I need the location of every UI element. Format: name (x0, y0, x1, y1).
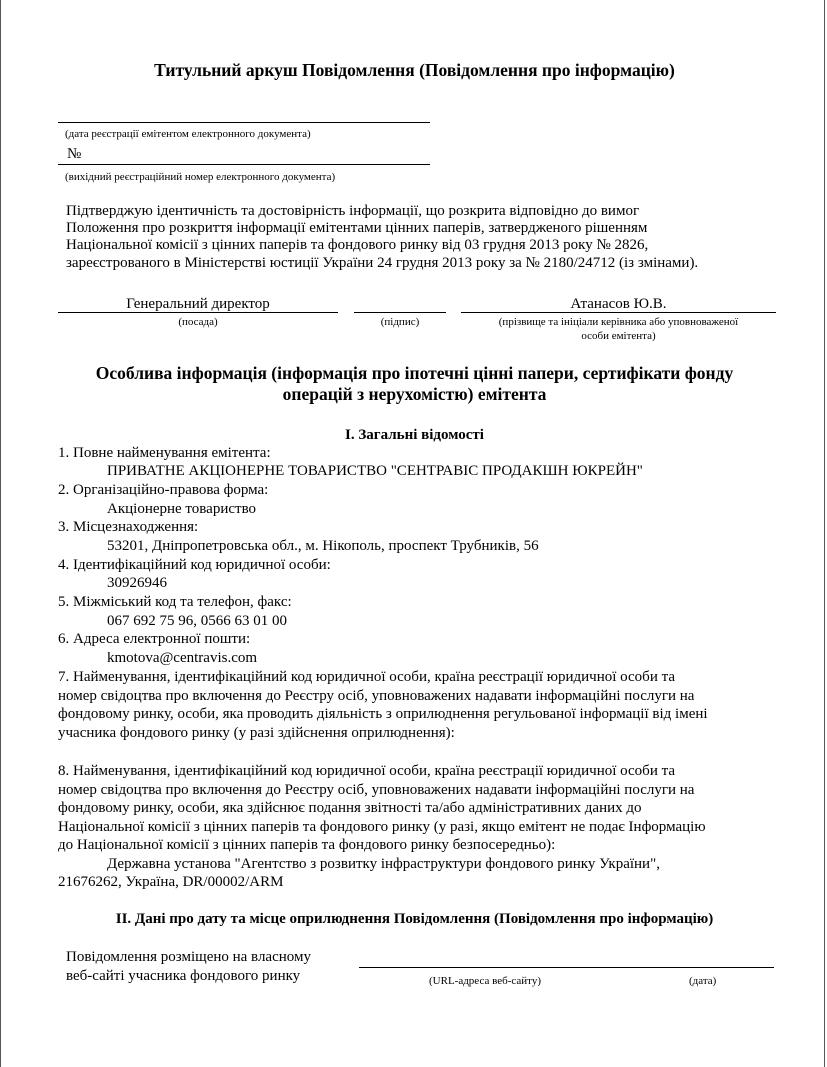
item8-line: Національної комісії з цінних паперів та фондового ринку (у разі, якщо емітент не подає Інформацію (58, 818, 706, 835)
reg-date-caption: (дата реєстрації емітентом електронного документа) (65, 128, 311, 140)
item-label: 3. Місцезнаходження: (58, 519, 199, 535)
signature-caption: (підпис) (380, 316, 420, 328)
item-label: 1. Повне найменування емітента: (58, 445, 271, 461)
item-value: 067 692 75 96, 0566 63 01 00 (107, 613, 287, 629)
item-value: Акціонерне товариство (107, 501, 257, 517)
url-date-line (359, 967, 774, 968)
special-title-2: операцій з нерухомістю) емітента (282, 384, 547, 404)
item-label: 5. Міжміський код та телефон, факс: (58, 594, 292, 610)
position-caption: (посада) (178, 316, 218, 328)
special-title-1: Особлива інформація (інформація про іпотечні цінні папери, сертифікати фонду (95, 363, 734, 383)
signature-line (354, 312, 446, 313)
item-value: kmotova@centravis.com (107, 650, 258, 666)
name-value: Атанасов Ю.В. (570, 296, 667, 312)
item-value: 30926946 (107, 575, 167, 591)
section1-title: I. Загальні відомості (345, 427, 484, 443)
confirmation-line: Положення про розкриття інформації емітентами цінних паперів, затвердженого рішенням (66, 220, 648, 237)
confirmation-line: зареєстрованого в Міністерстві юстиції України 24 грудня 2013 року за № 2180/24712 (із змінами). (66, 254, 699, 271)
item8-line: номер свідоцтва про включення до Реєстру осіб, уповноважених надавати інформаційні послуги на (58, 781, 695, 798)
name-caption-1: (прізвище та ініціали керівника або уповноваженої (498, 316, 739, 328)
item8-paragraph (58, 762, 706, 855)
item8-value-1: Державна установа "Агентство з розвитку інфраструктури фондового ринку України", (107, 856, 660, 872)
item-label: 2. Організаційно-правова форма: (58, 482, 269, 498)
confirmation-line: Національної комісії з цінних паперів та фондового ринку від 03 грудня 2013 року № 2826, (66, 237, 649, 254)
position-line (58, 312, 338, 313)
reg-date-line (58, 122, 430, 123)
date-caption: (дата) (689, 975, 717, 987)
publication-text-1: Повідомлення розміщено на власному (66, 949, 311, 965)
out-number-caption: (вихідний реєстраційний номер електронного документа) (65, 171, 336, 183)
item7-line: учасника фондового ринку (у разі здійснення оприлюднення): (58, 724, 455, 741)
item8-line: фондовому ринку, особи, яка здійснює подання звітності та/або адміністративних даних до (58, 800, 642, 816)
item8-line: до Національної комісії з цінних паперів та фондового ринку безпосередньо): (58, 837, 556, 853)
confirmation-line: Підтверджую ідентичність та достовірність інформації, що розкрита відповідно до вимог (66, 203, 640, 219)
confirmation-paragraph (66, 203, 698, 272)
number-sign: № (67, 146, 82, 162)
publication-text-2: веб-сайті учасника фондового ринку (66, 968, 301, 984)
item-value: 53201, Дніпропетровська обл., м. Нікополь, проспект Трубників, 56 (107, 538, 539, 554)
item-value: ПРИВАТНЕ АКЦIОНЕРНЕ ТОВАРИСТВО "СЕНТРАВIС ПРОДАКШН ЮКРЕЙН" (107, 463, 643, 479)
position-value: Генеральний директор (126, 296, 270, 312)
item7-line: 7. Найменування, ідентифікаційний код юридичної особи, країна реєстрації юридичної особи та (58, 669, 675, 685)
section2-title: II. Дані про дату та місце оприлюднення Повідомлення (Повідомлення про інформацію) (115, 911, 714, 927)
name-line (461, 312, 776, 313)
out-number-line (58, 164, 430, 165)
item7-line: номер свідоцтва про включення до Реєстру осіб, уповноважених надавати інформаційні послуги на (58, 687, 695, 704)
item7-paragraph (58, 668, 708, 742)
name-caption-2: особи емітента) (581, 330, 656, 342)
url-caption: (URL-адреса веб-сайту) (429, 975, 541, 987)
item7-line: фондовому ринку, особи, яка проводить діяльність з оприлюднення регульованої інформації від імені (58, 706, 708, 722)
item-label: 4. Ідентифікаційний код юридичної особи: (58, 557, 331, 573)
item-label: 6. Адреса електронної пошти: (58, 631, 251, 647)
item8-value-2: 21676262, Україна, DR/00002/ARM (58, 874, 284, 890)
item8-line: 8. Найменування, ідентифікаційний код юридичної особи, країна реєстрації юридичної особи та (58, 763, 675, 779)
document-title: Титульний аркуш Повідомлення (Повідомлення про інформацію) (154, 60, 675, 80)
